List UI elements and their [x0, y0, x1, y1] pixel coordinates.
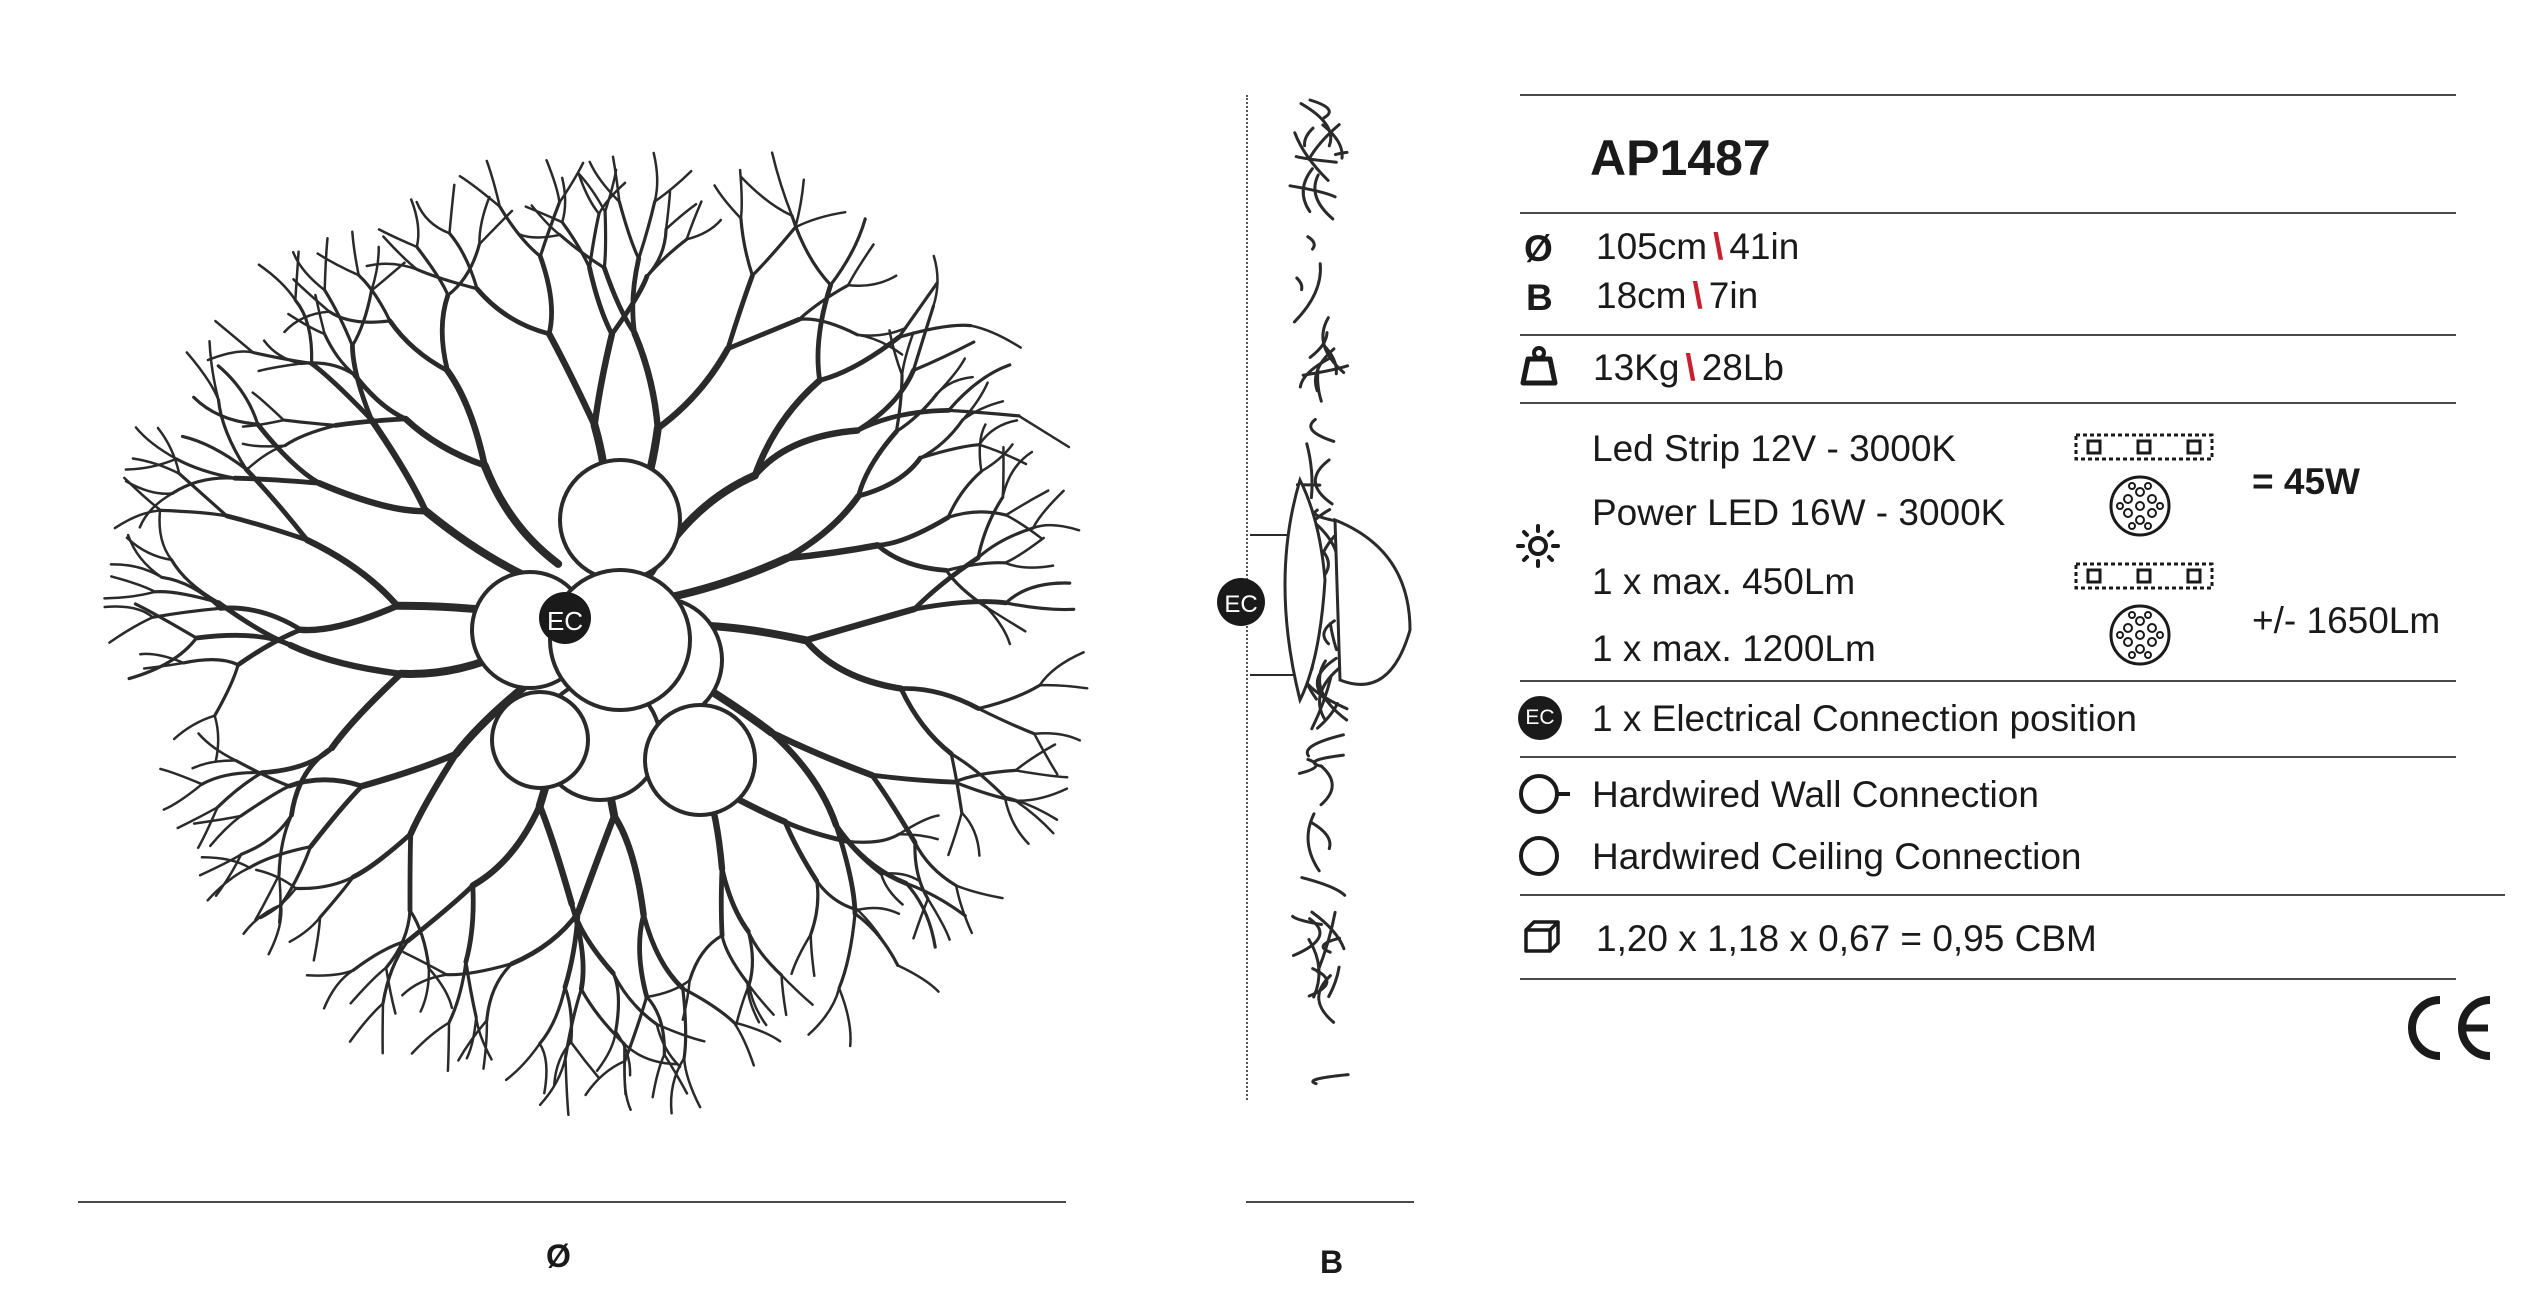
coral-branch	[1040, 685, 1087, 688]
side-view-drawing	[1224, 100, 1440, 1110]
coral-branch	[390, 321, 448, 371]
coral-branch	[949, 410, 1019, 416]
coral-branch	[848, 276, 896, 286]
coral-branch	[901, 689, 978, 709]
ceiling-connection-icon	[1518, 834, 1562, 878]
led-strip-lumen: 1 x max. 450Lm	[1592, 561, 1856, 602]
side-branch	[1294, 919, 1320, 956]
unit-separator: \	[1713, 226, 1724, 267]
coral-branch	[878, 545, 947, 570]
coral-branch	[831, 219, 866, 285]
coral-branch	[571, 1042, 599, 1078]
coral-branch	[987, 608, 1026, 632]
coral-branch	[1015, 789, 1067, 801]
coral-branch	[301, 606, 398, 630]
spec-divider-3	[1520, 402, 2456, 404]
coral-branch	[896, 375, 902, 432]
power-led-label: Power LED 16W - 3000K	[1592, 492, 2006, 533]
side-branch	[1307, 444, 1312, 498]
side-branch	[1305, 128, 1313, 146]
coral-branch	[1033, 525, 1079, 530]
coral-branch	[560, 235, 604, 268]
coral-branch	[666, 191, 670, 229]
side-branch	[1302, 878, 1345, 896]
ceiling-connection-label: Hardwired Ceiling Connection	[1592, 836, 2082, 877]
ce-mark-text: CE	[2400, 1067, 2414, 1078]
coral-branch	[500, 207, 541, 257]
coral-branch	[352, 291, 371, 346]
coral-branch	[549, 334, 595, 426]
coral-branch	[518, 234, 560, 238]
coral-branch	[872, 775, 955, 782]
coral-branch	[914, 602, 1006, 610]
led-strip-icon	[2074, 432, 2214, 462]
coral-branch	[595, 334, 612, 425]
diameter-metric: 105cm	[1596, 226, 1708, 267]
side-branch	[1329, 967, 1339, 997]
side-branch	[1296, 157, 1336, 163]
coral-branch	[1006, 603, 1074, 610]
front-dimension-label: Ø	[546, 1238, 571, 1274]
side-branch	[1335, 152, 1347, 154]
side-branch	[1323, 938, 1339, 952]
coral-branch	[690, 936, 722, 981]
coral-branch	[284, 420, 336, 425]
coral-branch	[372, 420, 426, 511]
ec-marker-front-label: EC	[546, 606, 584, 636]
side-branch	[1294, 264, 1320, 322]
coral-branch	[771, 733, 872, 776]
coral-branch	[597, 1031, 616, 1070]
coral-branch	[605, 170, 616, 212]
coral-branch	[1019, 416, 1069, 447]
coral-branch	[937, 359, 965, 395]
coral-branch	[176, 459, 235, 478]
led-strip-icon	[2074, 561, 2214, 591]
coral-branch	[412, 1023, 449, 1054]
coral-branch	[948, 813, 961, 855]
coral-branch	[978, 709, 1034, 734]
coral-branch	[1015, 801, 1053, 834]
coral-branch	[1005, 538, 1044, 563]
coral-branch	[795, 212, 845, 227]
coral-branch	[1040, 652, 1084, 685]
coral-branch	[466, 886, 473, 962]
coral-branch	[562, 178, 565, 222]
coral-branch	[839, 914, 855, 989]
spec-divider-5	[1520, 756, 2456, 758]
side-branch	[1321, 766, 1332, 805]
product-code: AP1487	[1590, 130, 1771, 186]
spec-divider-7	[1520, 978, 2456, 980]
front-view-drawing	[60, 100, 1100, 1140]
coral-branch	[799, 319, 857, 335]
coral-branch	[947, 563, 1006, 571]
side-branch	[1297, 278, 1302, 290]
coral-branch	[111, 576, 155, 591]
coral-branch	[473, 806, 540, 886]
ce-mark	[2400, 996, 2496, 1060]
coral-branch	[579, 174, 599, 214]
weight-imperial: 28Lb	[1701, 347, 1785, 388]
side-branch	[1307, 735, 1343, 756]
coral-branch	[540, 203, 559, 257]
coral-branch	[281, 847, 311, 905]
coral-branch	[1006, 491, 1048, 515]
ec-marker-side-label: EC	[1224, 591, 1258, 618]
coral-branch	[325, 238, 328, 290]
ec-icon	[1518, 696, 1562, 740]
coral-branch	[235, 478, 319, 483]
coral-branch	[402, 975, 446, 996]
coral-branch	[215, 716, 218, 762]
coral-branch	[647, 229, 666, 276]
coral-branch	[449, 962, 466, 1023]
diameter-row	[1596, 228, 1799, 265]
side-branch	[1308, 237, 1314, 249]
coral-branch	[741, 218, 753, 275]
coral-branch	[487, 964, 512, 1021]
coral-branch	[855, 914, 898, 966]
coral-branch	[586, 1061, 625, 1095]
coral-branch	[410, 834, 411, 911]
coral-branch	[683, 988, 734, 1022]
coral-branch	[485, 465, 559, 564]
coral-branch	[1006, 583, 1070, 603]
coral-branch	[279, 875, 280, 923]
power-led-icon	[2108, 603, 2172, 667]
unit-separator: \	[1692, 275, 1703, 316]
coral-branch	[411, 200, 418, 247]
side-branch	[1315, 460, 1332, 504]
coral-branch	[654, 153, 658, 202]
coral-branch	[290, 917, 320, 941]
coral-branch	[161, 510, 227, 516]
coral-branch	[421, 968, 429, 1011]
coral-branch	[512, 913, 578, 964]
depth-imperial: 7in	[1708, 275, 1759, 316]
coral-branch	[614, 816, 643, 915]
coral-branch	[351, 968, 386, 1004]
coral-branch	[295, 300, 311, 363]
coral-branch	[285, 425, 336, 445]
coral-branch	[839, 988, 850, 1046]
coral-branch	[847, 841, 882, 874]
coral-branch	[782, 975, 787, 1015]
side-branch	[1311, 420, 1334, 442]
coral-branch	[962, 813, 980, 856]
electrical-connection-label: 1 x Electrical Connection position	[1592, 698, 2138, 739]
depth-symbol: B	[1526, 277, 1553, 318]
coral-branch	[806, 609, 915, 640]
coral-branch	[933, 256, 937, 306]
coral-branch	[466, 962, 476, 1018]
coral-branch	[809, 988, 840, 1034]
coral-branch	[540, 987, 565, 1043]
coral-branch	[658, 349, 728, 429]
coral-branch	[215, 321, 253, 352]
coral-branch	[981, 444, 1012, 471]
coral-branch	[540, 1057, 565, 1105]
side-branch	[1299, 759, 1316, 773]
coral-branch	[980, 425, 986, 472]
coral-branch	[722, 869, 748, 932]
spec-divider-1	[1520, 212, 2456, 214]
coral-branch	[164, 784, 202, 809]
side-branch	[1323, 318, 1344, 373]
weight-icon	[1520, 345, 1558, 387]
coral-branch	[253, 393, 284, 421]
coral-branch	[160, 769, 202, 784]
coral-branch	[562, 222, 589, 268]
coral-branch	[971, 326, 1021, 348]
coral-branch	[722, 936, 748, 984]
coral-branch	[506, 1044, 540, 1080]
coral-branch	[184, 660, 239, 665]
coral-branch	[160, 513, 172, 560]
side-dimension-line	[1246, 1201, 1414, 1203]
coral-branch	[811, 881, 818, 934]
coral-branch	[408, 886, 473, 942]
coral-branch	[1005, 563, 1053, 568]
coral-branch	[136, 427, 176, 459]
diameter-symbol: Ø	[1524, 228, 1553, 269]
depth-metric: 18cm	[1596, 275, 1687, 316]
ec-icon-label: EC	[1525, 706, 1555, 729]
coral-branch	[218, 773, 262, 808]
coral-branch	[318, 254, 359, 276]
coral-branch	[978, 685, 1039, 708]
coral-branch	[899, 325, 971, 337]
coral-branch	[1016, 745, 1055, 771]
coral-branch	[109, 617, 152, 642]
diameter-imperial: 41in	[1729, 226, 1800, 267]
coral-branch	[241, 786, 290, 816]
coral-branch	[644, 915, 683, 989]
coral-branch	[259, 265, 295, 301]
coral-branch	[352, 232, 358, 275]
power-led-lumen: 1 x max. 1200Lm	[1592, 628, 1876, 669]
package-box-icon	[1522, 918, 1562, 954]
coral-branch	[899, 834, 938, 839]
coral-branch	[987, 608, 1010, 645]
coral-branch	[540, 256, 551, 334]
coral-branch	[477, 289, 549, 334]
coral-branch	[404, 952, 447, 974]
coral-branch	[129, 638, 196, 679]
coral-branch	[153, 608, 221, 617]
side-branch	[1311, 822, 1330, 848]
coral-branch	[949, 365, 1010, 411]
coral-branch	[734, 1022, 754, 1065]
coral-branch	[820, 337, 899, 380]
side-branch	[1313, 1075, 1348, 1084]
coral-branch	[902, 333, 913, 375]
coral-branch	[442, 295, 448, 371]
coral-branch	[683, 988, 686, 1058]
coral-branch	[858, 910, 884, 941]
coral-branch	[172, 478, 235, 493]
coral-branch	[450, 185, 455, 233]
coral-branch	[215, 665, 238, 716]
coral-branch	[319, 483, 426, 511]
unit-separator: \	[1685, 347, 1696, 388]
coral-branch	[243, 444, 285, 447]
coral-branch	[259, 364, 301, 372]
coral-branch	[350, 1003, 383, 1041]
coral-branch	[948, 512, 1006, 518]
side-branch	[1330, 624, 1336, 650]
side-branch	[1290, 186, 1335, 197]
coral-branch	[655, 171, 692, 202]
weight-row	[1593, 349, 1784, 386]
coral-branch	[901, 689, 951, 754]
coral-branch	[956, 886, 1002, 899]
coral-branch	[635, 333, 658, 428]
coral-branch	[104, 592, 155, 599]
coral-branch	[174, 716, 215, 739]
coral-branch	[353, 834, 411, 877]
coral-branch	[715, 186, 741, 219]
spec-divider-6	[1520, 894, 2505, 896]
coral-branch	[193, 760, 236, 768]
coral-branch	[684, 1058, 700, 1107]
total-power: = 45W	[2252, 461, 2360, 502]
coral-branch	[332, 674, 401, 748]
coral-branch	[540, 806, 572, 904]
depth-row	[1596, 277, 1758, 314]
coral-branch	[858, 908, 899, 914]
coral-branch	[208, 352, 253, 361]
coral-branch	[806, 640, 901, 688]
coral-branch	[857, 328, 906, 336]
coral-branch	[818, 285, 831, 380]
coral-branch	[859, 432, 897, 497]
side-dimension-label: B	[1320, 1244, 1344, 1280]
coral-branch	[736, 985, 749, 1026]
total-lumen: +/- 1650Lm	[2252, 600, 2441, 641]
coral-branch	[898, 965, 939, 991]
coral-branch	[208, 868, 250, 901]
coral-branch	[311, 786, 362, 847]
front-dimension-line	[78, 1201, 1066, 1203]
spec-divider-top	[1520, 94, 2456, 96]
coral-branch	[290, 645, 400, 674]
side-branch	[1318, 371, 1322, 401]
coral-branch	[336, 419, 406, 426]
coral-branch	[448, 1023, 449, 1071]
packaging-volume: 1,20 x 1,18 x 0,67 = 0,95 CBM	[1596, 918, 2097, 959]
coral-branch	[752, 227, 795, 275]
coral-branch	[639, 202, 655, 259]
coral-branch	[955, 782, 1016, 801]
coral-branch	[913, 306, 933, 370]
coral-branch	[795, 180, 803, 227]
power-led-icon	[2108, 474, 2172, 538]
coral-branch	[417, 202, 450, 233]
coral-branch	[878, 517, 949, 545]
weight-metric: 13Kg	[1593, 347, 1680, 388]
coral-branch	[115, 510, 161, 528]
side-branch	[1315, 175, 1333, 219]
spec-divider-4	[1520, 680, 2456, 682]
coral-branch	[619, 202, 638, 259]
wall-connection-icon	[1518, 772, 1574, 816]
coral-branch	[604, 212, 605, 268]
wall-connection-label: Hardwired Wall Connection	[1592, 774, 2039, 815]
coral-branch	[728, 319, 799, 348]
coral-branch	[307, 540, 397, 606]
coral-branch	[666, 558, 786, 598]
coral-branch	[547, 160, 560, 202]
coral-branch	[566, 1057, 569, 1115]
coral-branch	[178, 807, 218, 828]
coral-branch	[872, 775, 915, 842]
coral-branch	[811, 934, 815, 976]
led-strip-label: Led Strip 12V - 3000K	[1592, 428, 1957, 469]
coral-branch	[262, 748, 332, 773]
coral-branch	[782, 975, 813, 1005]
coral-branch	[847, 834, 899, 842]
coral-branch	[1016, 770, 1068, 777]
sun-icon	[1516, 524, 1560, 568]
coral-branch	[578, 816, 614, 913]
spec-divider-2	[1520, 334, 2456, 336]
coral-branch	[540, 1044, 547, 1094]
coral-branch	[792, 934, 811, 974]
coral-branch	[1034, 733, 1080, 740]
side-branch	[1314, 755, 1343, 766]
